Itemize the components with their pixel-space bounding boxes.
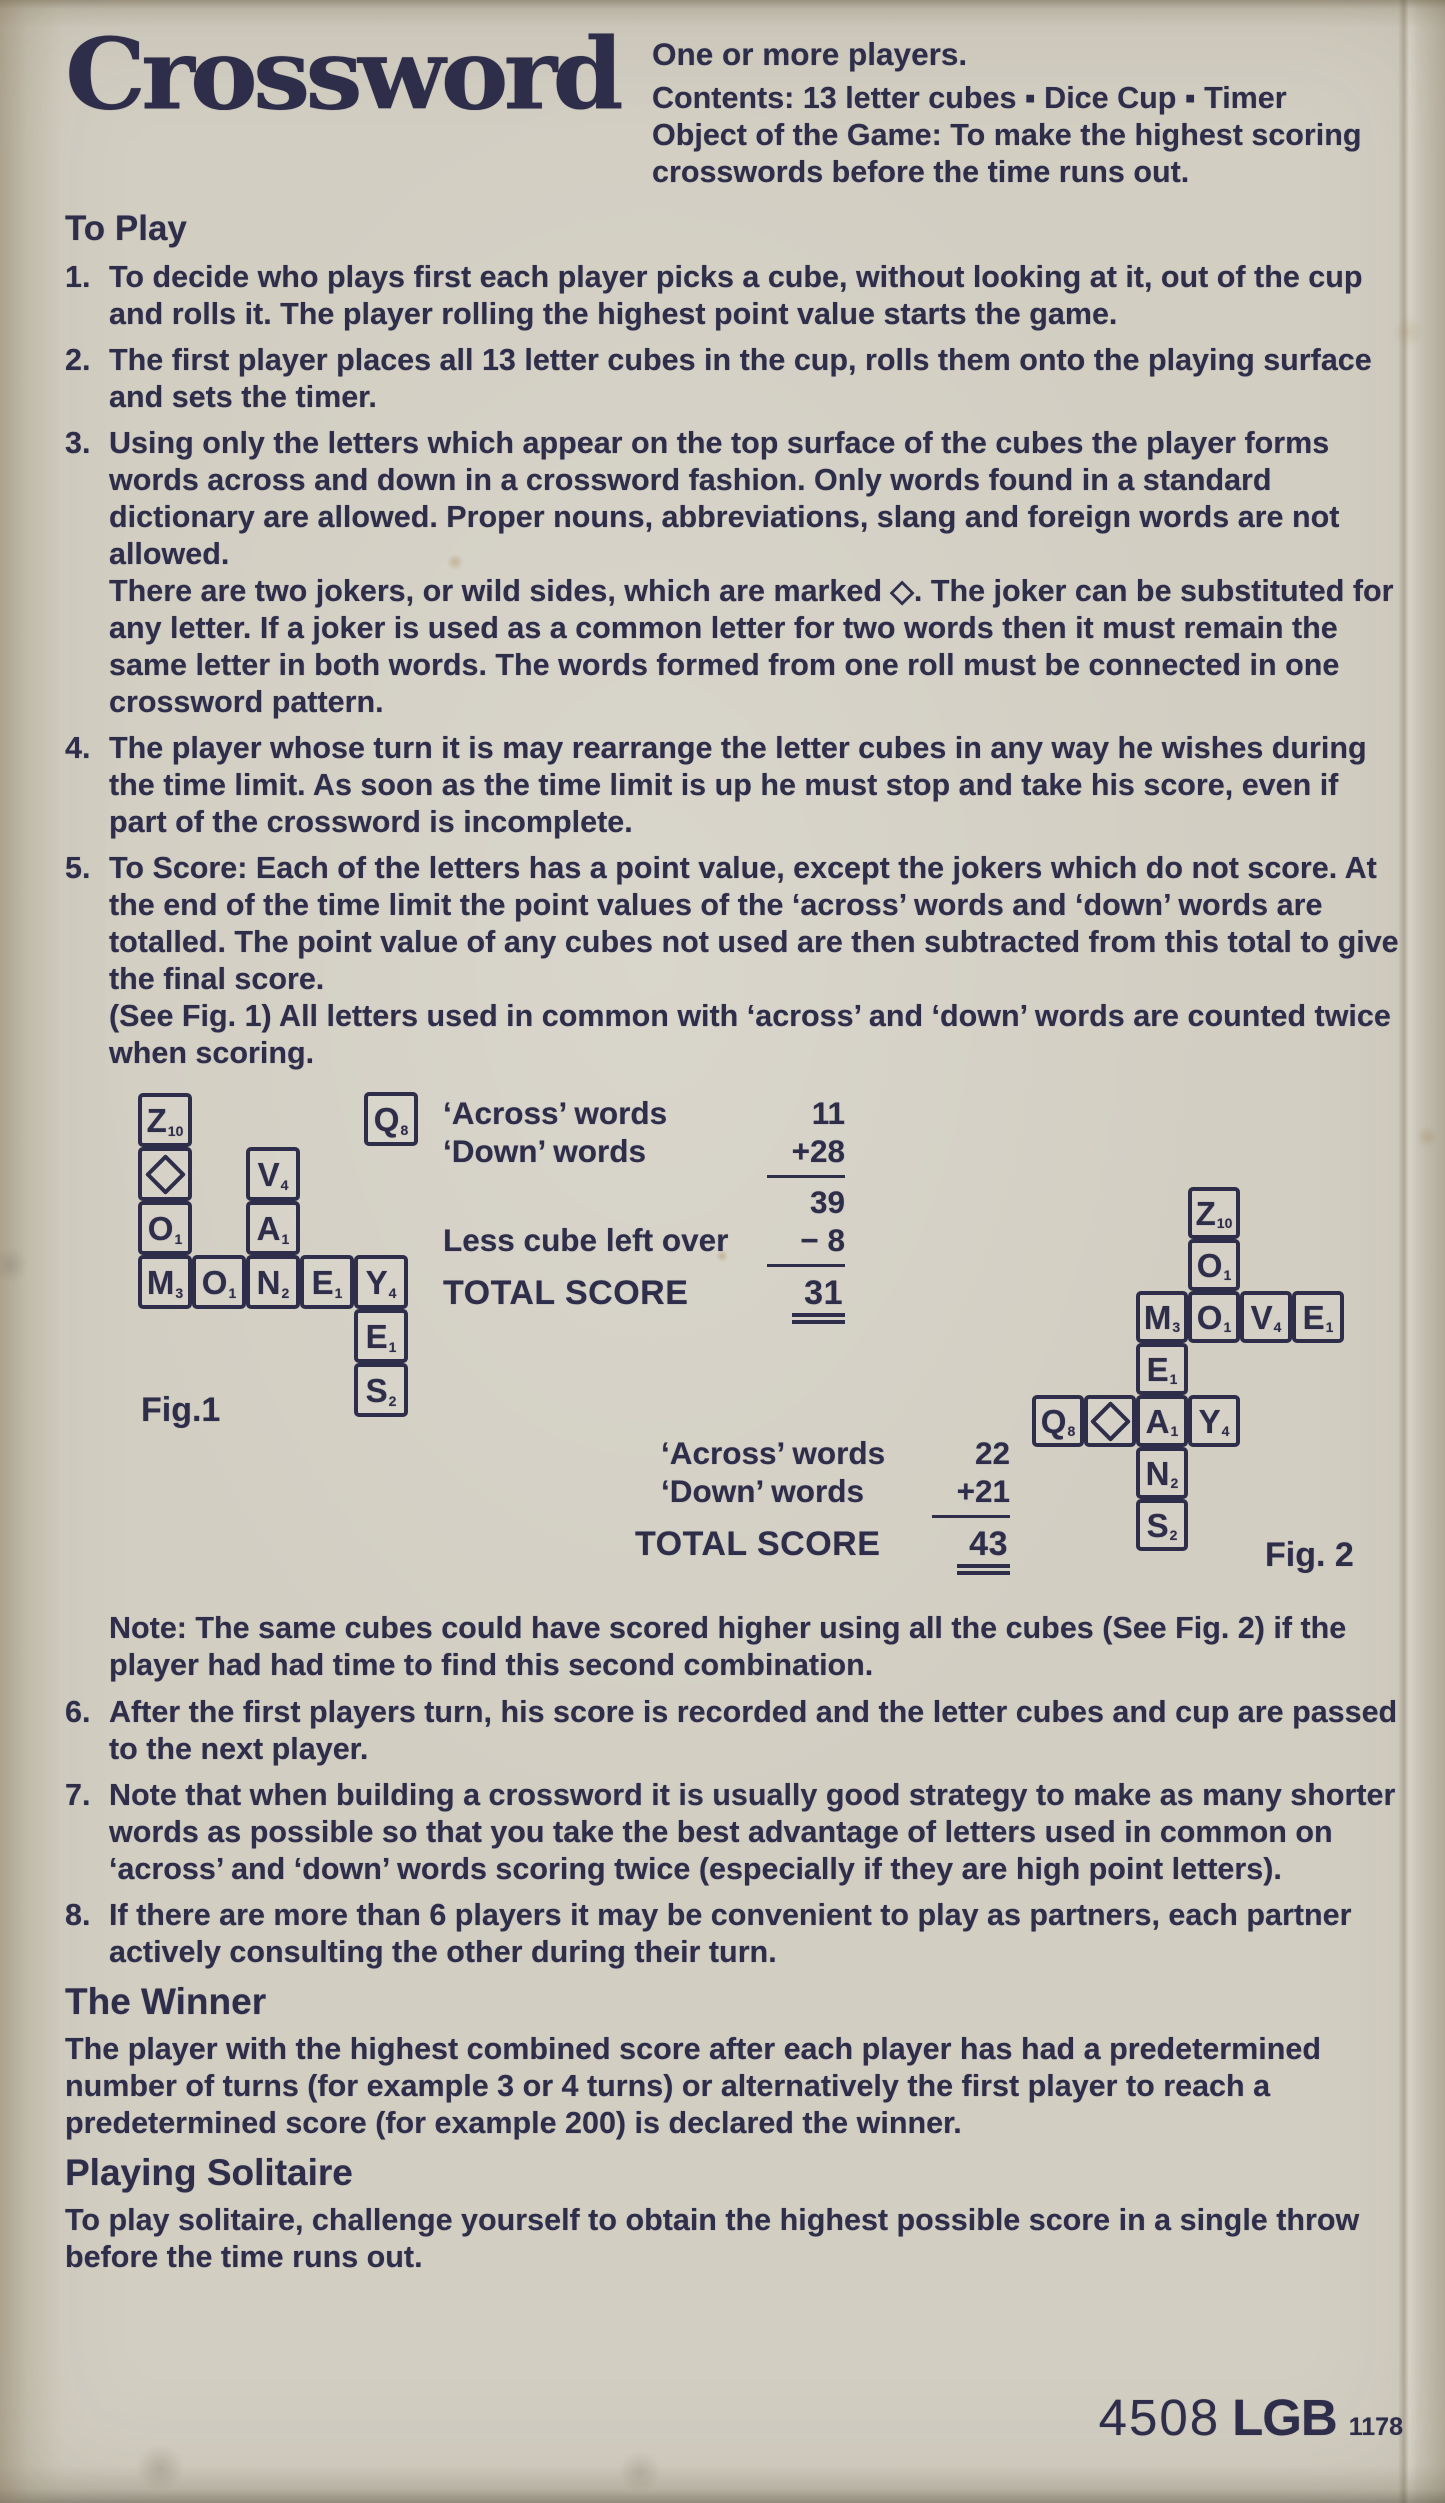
fig1-label: Fig.1 xyxy=(141,1391,221,1429)
brand-mark: LGB xyxy=(1232,2389,1337,2446)
rule-item xyxy=(65,425,1400,721)
rule-text xyxy=(109,850,1400,1072)
total-score-label: TOTAL SCORE xyxy=(635,1525,881,1563)
letter-cube: O 1 xyxy=(192,1255,246,1309)
letter-cube: O 1 xyxy=(1188,1239,1240,1291)
joker-diamond-icon xyxy=(1089,1400,1130,1441)
letter-cube: S 2 xyxy=(1136,1499,1188,1551)
letter-cube: Z 10 xyxy=(138,1093,192,1147)
to-score-label: To Score: xyxy=(109,851,248,885)
product-footer xyxy=(1099,2388,1403,2447)
rule-item xyxy=(65,259,1400,333)
print-number: 1178 xyxy=(1348,2413,1403,2441)
letter-cube: N 2 xyxy=(246,1255,300,1309)
rule-item xyxy=(65,1777,1400,1888)
letter-cube: A 1 xyxy=(246,1201,300,1255)
fig2-grid xyxy=(1032,1187,1344,1551)
solitaire-heading: Playing Solitaire xyxy=(65,2152,353,2193)
spacer xyxy=(443,1183,753,1221)
players-line: One or more players. xyxy=(652,36,968,72)
note-label: Note: xyxy=(109,1611,187,1645)
sum-line xyxy=(932,1515,1010,1518)
rule-paragraph: Using only the letters which appear on the top surface of the cubes the player forms words across and down in a crossword fashion. Only words found in a standard dictionary are allowed. Proper nouns, abbreviations, slang and foreign words are not allowed. xyxy=(109,426,1340,571)
rule-item xyxy=(65,1694,1400,1768)
rule-paragraph-see-fig1: (See Fig. 1) All letters used in common with ‘across’ and ‘down’ words are counted twice when scoring. xyxy=(109,999,1391,1070)
across-words-label: ‘Across’ words xyxy=(443,1095,668,1131)
rule-text: To decide who plays first each player picks a cube, without looking at it, out of the cup and rolls it. The player rolling the highest point value starts the game. xyxy=(109,260,1363,331)
rule-text xyxy=(109,425,1400,721)
rule-text: The first player places all 13 letter cubes in the cup, rolls them onto the playing surface and sets the timer. xyxy=(109,343,1372,414)
to-score-text: Each of the letters has a point value, except the jokers which do not score. At the end of the time limit the point values of the ‘across’ words and ‘down’ words are totalled. The point value of any cubes not used are then subtracted from this total to give the final score. xyxy=(109,851,1399,996)
letter-cube: Y 4 xyxy=(354,1255,408,1309)
fig1-grid xyxy=(138,1093,408,1417)
fig1-scoring xyxy=(443,1094,845,1324)
solitaire-paragraph: To play solitaire, challenge yourself to obtain the highest possible score in a single throw before the time runs out. xyxy=(65,2203,1360,2274)
down-words-value: +21 xyxy=(956,1473,1010,1509)
letter-cube: Q 8 xyxy=(1032,1395,1084,1447)
rule-text: The player whose turn it is may rearrange the letter cubes in any way he wishes during the time limit. As soon as the time limit is up he must stop and take his score, even if part of the crossword is incomplete. xyxy=(109,731,1367,839)
rule-item xyxy=(65,730,1400,841)
object-label: Object of the Game: xyxy=(652,118,942,152)
letter-cube: E 1 xyxy=(300,1255,354,1309)
winner-paragraph: The player with the highest combined score after each player has had a predetermined number of turns (for example 3 or 4 turns) or alternatively the first player to reach a predetermined score (for example 200) is declared the winner. xyxy=(65,2032,1321,2140)
joker-cube xyxy=(138,1147,192,1201)
rule-number: 2. xyxy=(65,343,91,377)
fig2-label: Fig. 2 xyxy=(1265,1536,1354,1574)
rule-number: 7. xyxy=(65,1778,91,1812)
rule-text: If there are more than 6 players it may be convenient to play as partners, each partner actively consulting the other during their turn. xyxy=(109,1898,1352,1969)
header-info xyxy=(652,26,1400,191)
sum-line xyxy=(767,1175,845,1178)
sum-line xyxy=(767,1264,845,1267)
rules-list-continued xyxy=(65,1694,1400,1971)
letter-cube: O 1 xyxy=(1188,1291,1240,1343)
note-paragraph xyxy=(109,1610,1400,1684)
letter-cube: M 3 xyxy=(1136,1291,1188,1343)
down-words-value: +28 xyxy=(791,1133,845,1169)
total-score-label: TOTAL SCORE xyxy=(443,1274,689,1312)
rule-number: 1. xyxy=(65,260,91,294)
letter-cube: O 1 xyxy=(138,1201,192,1255)
letter-cube: M 3 xyxy=(138,1255,192,1309)
letter-cube: E 1 xyxy=(1292,1291,1344,1343)
rule-number: 8. xyxy=(65,1898,91,1932)
object-text: To make the highest scoring crosswords before the time runs out. xyxy=(652,118,1362,189)
joker-cube xyxy=(1084,1395,1136,1447)
rule-item xyxy=(65,850,1400,1072)
rule-number: 5. xyxy=(65,851,91,885)
winner-heading: The Winner xyxy=(65,1981,267,2022)
fig2-scoring xyxy=(635,1434,1010,1575)
rule-paragraph-joker: There are two jokers, or wild sides, which are marked ◇. The joker can be substituted for any letter. If a joker is used as a common letter for two words then it must remain the same letter in both words. The words formed from one roll must be connected in one crossword pattern. xyxy=(109,574,1394,719)
figures-section xyxy=(65,1081,1400,1606)
letter-cube: V 4 xyxy=(1240,1291,1292,1343)
rule-number: 6. xyxy=(65,1695,91,1729)
object-line xyxy=(652,117,1400,191)
down-words-label: ‘Down’ words xyxy=(443,1133,647,1169)
contents-text: 13 letter cubes ▪ Dice Cup ▪ Timer xyxy=(802,81,1287,115)
total-score-value: 43 xyxy=(914,1525,1010,1575)
less-cube-value: − 8 xyxy=(800,1222,845,1258)
rules-list xyxy=(65,259,1400,1072)
across-words-label: ‘Across’ words xyxy=(661,1435,886,1471)
unused-q-cube: Q 8 xyxy=(364,1092,418,1146)
contents-label: Contents: xyxy=(652,81,795,115)
letter-cube: Y 4 xyxy=(1188,1395,1240,1447)
down-words-label: ‘Down’ words xyxy=(661,1473,865,1509)
across-words-value: 22 xyxy=(974,1435,1010,1471)
rule-item xyxy=(65,1897,1400,1971)
joker-diamond-icon xyxy=(144,1153,185,1194)
rule-number: 3. xyxy=(65,426,91,460)
total-score-value: 31 xyxy=(753,1274,845,1324)
letter-cube: E 1 xyxy=(1136,1343,1188,1395)
letter-cube: Z 10 xyxy=(1188,1187,1240,1239)
less-cube-label: Less cube left over xyxy=(443,1222,729,1258)
letter-cube: V 4 xyxy=(246,1147,300,1201)
rule-text: Note that when building a crossword it is usually good strategy to make as many shorter words as possible so that you take the best advantage of letters used in common on ‘across’ and ‘down’ words scoring twice (especially if they are high point letters). xyxy=(109,1778,1396,1886)
letter-cube: S 2 xyxy=(354,1363,408,1417)
subtotal-value: 39 xyxy=(809,1184,845,1220)
rule-text: After the first players turn, his score is recorded and the letter cubes and cup are passed to the next player. xyxy=(109,1695,1398,1766)
note-text: The same cubes could have scored higher using all the cubes (See Fig. 2) if the player had had time to find this second combination. xyxy=(109,1611,1347,1682)
to-play-heading: To Play xyxy=(65,209,187,248)
across-words-value: 11 xyxy=(811,1095,845,1131)
letter-cube: E 1 xyxy=(354,1309,408,1363)
rule-paragraph xyxy=(109,850,1400,998)
product-code: 4508 xyxy=(1098,2389,1221,2446)
rule-item xyxy=(65,342,1400,416)
card-header xyxy=(65,17,1400,191)
letter-cube: N 2 xyxy=(1136,1447,1188,1499)
contents-line xyxy=(652,80,1400,117)
letter-cube: A 1 xyxy=(1136,1395,1188,1447)
game-title: Crossword xyxy=(65,17,619,133)
rule-number: 4. xyxy=(65,731,91,765)
